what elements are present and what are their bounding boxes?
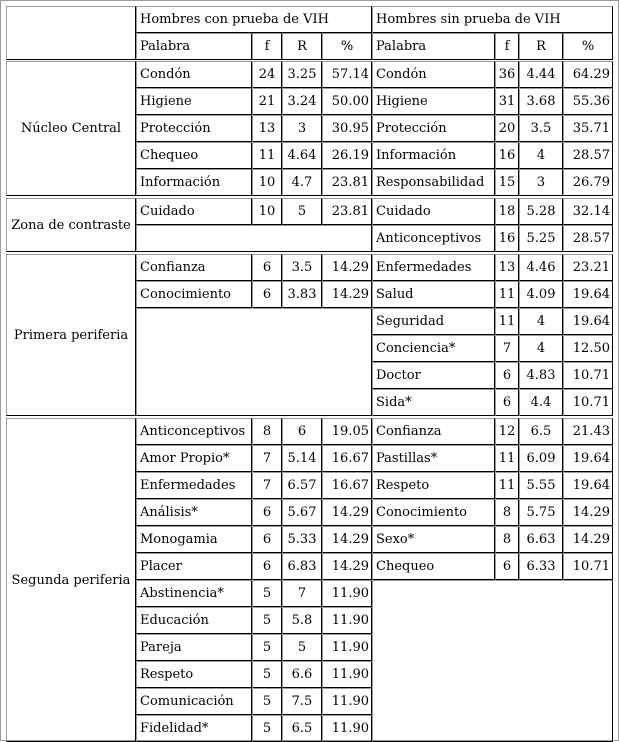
rank-cell: 6.83 <box>282 553 322 580</box>
word-cell: Higiene <box>372 88 495 115</box>
word-cell: Información <box>136 169 252 196</box>
percent-cell: 14.29 <box>563 526 613 553</box>
percent-cell: 14.29 <box>322 254 372 281</box>
column-header-rank: R <box>519 33 563 60</box>
word-cell: Anticonceptivos <box>136 418 252 445</box>
percent-cell: 64.29 <box>563 61 613 88</box>
word-cell: Doctor <box>372 362 495 389</box>
word-cell: Fidelidad* <box>136 715 252 742</box>
frequency-cell: 16 <box>495 142 519 169</box>
rank-cell: 4 <box>519 142 563 169</box>
rank-cell: 6.63 <box>519 526 563 553</box>
word-cell: Conocimiento <box>136 281 252 308</box>
column-header-word: Palabra <box>136 33 252 60</box>
rank-cell: 4.46 <box>519 254 563 281</box>
column-header-percent: % <box>563 33 613 60</box>
frequency-cell: 6 <box>252 526 282 553</box>
frequency-cell: 6 <box>252 254 282 281</box>
frequency-cell: 5 <box>252 634 282 661</box>
rank-cell: 6.57 <box>282 472 322 499</box>
percent-cell: 11.90 <box>322 688 372 715</box>
rank-cell: 7.5 <box>282 688 322 715</box>
percent-cell: 32.14 <box>563 198 613 225</box>
corner-cell <box>6 6 136 60</box>
frequency-cell: 5 <box>252 607 282 634</box>
column-header-percent: % <box>322 33 372 60</box>
rank-cell: 6 <box>282 418 322 445</box>
word-cell: Pareja <box>136 634 252 661</box>
rank-cell: 5.33 <box>282 526 322 553</box>
frequency-cell: 7 <box>495 335 519 362</box>
percent-cell: 26.19 <box>322 142 372 169</box>
word-cell: Sexo* <box>372 526 495 553</box>
percent-cell: 57.14 <box>322 61 372 88</box>
percent-cell: 50.00 <box>322 88 372 115</box>
percent-cell: 55.36 <box>563 88 613 115</box>
section-label: Zona de contraste <box>6 198 136 252</box>
word-cell: Conocimiento <box>372 499 495 526</box>
word-cell: Información <box>372 142 495 169</box>
word-cell: Respeto <box>372 472 495 499</box>
rank-cell: 5.55 <box>519 472 563 499</box>
percent-cell: 30.95 <box>322 115 372 142</box>
word-cell: Protección <box>372 115 495 142</box>
rank-cell: 5 <box>282 198 322 225</box>
word-cell: Seguridad <box>372 308 495 335</box>
word-cell: Enfermedades <box>372 254 495 281</box>
rank-cell: 3.5 <box>282 254 322 281</box>
frequency-cell: 11 <box>495 308 519 335</box>
rank-cell: 5.67 <box>282 499 322 526</box>
empty-cell <box>372 580 613 742</box>
frequency-cell: 31 <box>495 88 519 115</box>
word-cell: Anticonceptivos <box>372 225 495 252</box>
percent-cell: 14.29 <box>322 553 372 580</box>
frequency-cell: 10 <box>252 198 282 225</box>
word-cell: Chequeo <box>372 553 495 580</box>
word-cell: Cuidado <box>372 198 495 225</box>
percent-cell: 16.67 <box>322 472 372 499</box>
percent-cell: 23.81 <box>322 198 372 225</box>
column-header-frequency: f <box>252 33 282 60</box>
frequency-cell: 6 <box>495 389 519 416</box>
frequency-cell: 18 <box>495 198 519 225</box>
percent-cell: 14.29 <box>563 499 613 526</box>
word-cell: Análisis* <box>136 499 252 526</box>
percent-cell: 28.57 <box>563 225 613 252</box>
percent-cell: 10.71 <box>563 362 613 389</box>
rank-cell: 4.44 <box>519 61 563 88</box>
percent-cell: 28.57 <box>563 142 613 169</box>
word-cell: Placer <box>136 553 252 580</box>
word-cell: Chequeo <box>136 142 252 169</box>
rank-cell: 5 <box>282 634 322 661</box>
word-cell: Comunicación <box>136 688 252 715</box>
frequency-cell: 8 <box>495 526 519 553</box>
empty-cell <box>136 308 372 416</box>
group-header-without-test: Hombres sin prueba de VIH <box>372 6 613 33</box>
percent-cell: 12.50 <box>563 335 613 362</box>
word-cell: Condón <box>372 61 495 88</box>
percent-cell: 10.71 <box>563 553 613 580</box>
frequency-cell: 20 <box>495 115 519 142</box>
word-cell: Confianza <box>136 254 252 281</box>
percent-cell: 26.79 <box>563 169 613 196</box>
frequency-cell: 13 <box>252 115 282 142</box>
frequency-cell: 11 <box>495 445 519 472</box>
rank-cell: 6.09 <box>519 445 563 472</box>
word-cell: Condón <box>136 61 252 88</box>
frequency-cell: 8 <box>252 418 282 445</box>
frequency-cell: 11 <box>252 142 282 169</box>
word-cell: Salud <box>372 281 495 308</box>
word-cell: Enfermedades <box>136 472 252 499</box>
frequency-cell: 21 <box>252 88 282 115</box>
rank-cell: 4.09 <box>519 281 563 308</box>
rank-cell: 3.83 <box>282 281 322 308</box>
percent-cell: 11.90 <box>322 661 372 688</box>
section-label: Núcleo Central <box>6 61 136 196</box>
rank-cell: 6.6 <box>282 661 322 688</box>
percent-cell: 19.64 <box>563 445 613 472</box>
percent-cell: 11.90 <box>322 715 372 742</box>
word-cell: Conciencia* <box>372 335 495 362</box>
frequency-cell: 24 <box>252 61 282 88</box>
rank-cell: 5.28 <box>519 198 563 225</box>
word-cell: Educación <box>136 607 252 634</box>
rank-cell: 4 <box>519 335 563 362</box>
rank-cell: 3.24 <box>282 88 322 115</box>
frequency-cell: 6 <box>495 553 519 580</box>
frequency-cell: 10 <box>252 169 282 196</box>
percent-cell: 35.71 <box>563 115 613 142</box>
group-header-with-test: Hombres con prueba de VIH <box>136 6 372 33</box>
percent-cell: 11.90 <box>322 634 372 661</box>
frequency-cell: 6 <box>495 362 519 389</box>
rank-cell: 3.5 <box>519 115 563 142</box>
percent-cell: 19.64 <box>563 472 613 499</box>
percent-cell: 16.67 <box>322 445 372 472</box>
percent-cell: 14.29 <box>322 281 372 308</box>
frequency-cell: 6 <box>252 281 282 308</box>
rank-cell: 6.5 <box>282 715 322 742</box>
frequency-cell: 11 <box>495 472 519 499</box>
percent-cell: 21.43 <box>563 418 613 445</box>
word-cell: Responsabilidad <box>372 169 495 196</box>
column-header-rank: R <box>282 33 322 60</box>
percent-cell: 11.90 <box>322 580 372 607</box>
frequency-cell: 16 <box>495 225 519 252</box>
percent-cell: 19.64 <box>563 308 613 335</box>
frequency-cell: 5 <box>252 580 282 607</box>
column-header-word: Palabra <box>372 33 495 60</box>
word-cell: Monogamia <box>136 526 252 553</box>
word-cell: Amor Propio* <box>136 445 252 472</box>
frequency-cell: 5 <box>252 688 282 715</box>
rank-cell: 5.25 <box>519 225 563 252</box>
rank-cell: 4.83 <box>519 362 563 389</box>
rank-cell: 5.14 <box>282 445 322 472</box>
frequency-cell: 11 <box>495 281 519 308</box>
frequency-cell: 13 <box>495 254 519 281</box>
percent-cell: 11.90 <box>322 607 372 634</box>
word-cell: Cuidado <box>136 198 252 225</box>
rank-cell: 3.25 <box>282 61 322 88</box>
word-cell: Protección <box>136 115 252 142</box>
frequency-cell: 6 <box>252 553 282 580</box>
percent-cell: 23.21 <box>563 254 613 281</box>
rank-cell: 6.33 <box>519 553 563 580</box>
frequency-cell: 15 <box>495 169 519 196</box>
word-cell: Higiene <box>136 88 252 115</box>
percent-cell: 10.71 <box>563 389 613 416</box>
percent-cell: 14.29 <box>322 526 372 553</box>
rank-cell: 5.8 <box>282 607 322 634</box>
percent-cell: 23.81 <box>322 169 372 196</box>
percent-cell: 19.64 <box>563 281 613 308</box>
rank-cell: 4 <box>519 308 563 335</box>
section-label: Segunda periferia <box>6 418 136 742</box>
empty-cell <box>136 225 372 252</box>
rank-cell: 4.4 <box>519 389 563 416</box>
percent-cell: 19.05 <box>322 418 372 445</box>
frequency-cell: 8 <box>495 499 519 526</box>
frequency-cell: 7 <box>252 445 282 472</box>
frequency-cell: 5 <box>252 715 282 742</box>
rank-cell: 3 <box>282 115 322 142</box>
frequency-cell: 12 <box>495 418 519 445</box>
rank-cell: 3 <box>519 169 563 196</box>
rank-cell: 7 <box>282 580 322 607</box>
rank-cell: 4.7 <box>282 169 322 196</box>
word-cell: Confianza <box>372 418 495 445</box>
word-cell: Abstinencia* <box>136 580 252 607</box>
section-label: Primera periferia <box>6 254 136 416</box>
frequency-cell: 36 <box>495 61 519 88</box>
word-cell: Respeto <box>136 661 252 688</box>
frequency-cell: 6 <box>252 499 282 526</box>
column-header-frequency: f <box>495 33 519 60</box>
rank-cell: 6.5 <box>519 418 563 445</box>
rank-cell: 3.68 <box>519 88 563 115</box>
rank-cell: 5.75 <box>519 499 563 526</box>
percent-cell: 14.29 <box>322 499 372 526</box>
frequency-cell: 5 <box>252 661 282 688</box>
word-cell: Sida* <box>372 389 495 416</box>
rank-cell: 4.64 <box>282 142 322 169</box>
word-cell: Pastillas* <box>372 445 495 472</box>
frequency-cell: 7 <box>252 472 282 499</box>
